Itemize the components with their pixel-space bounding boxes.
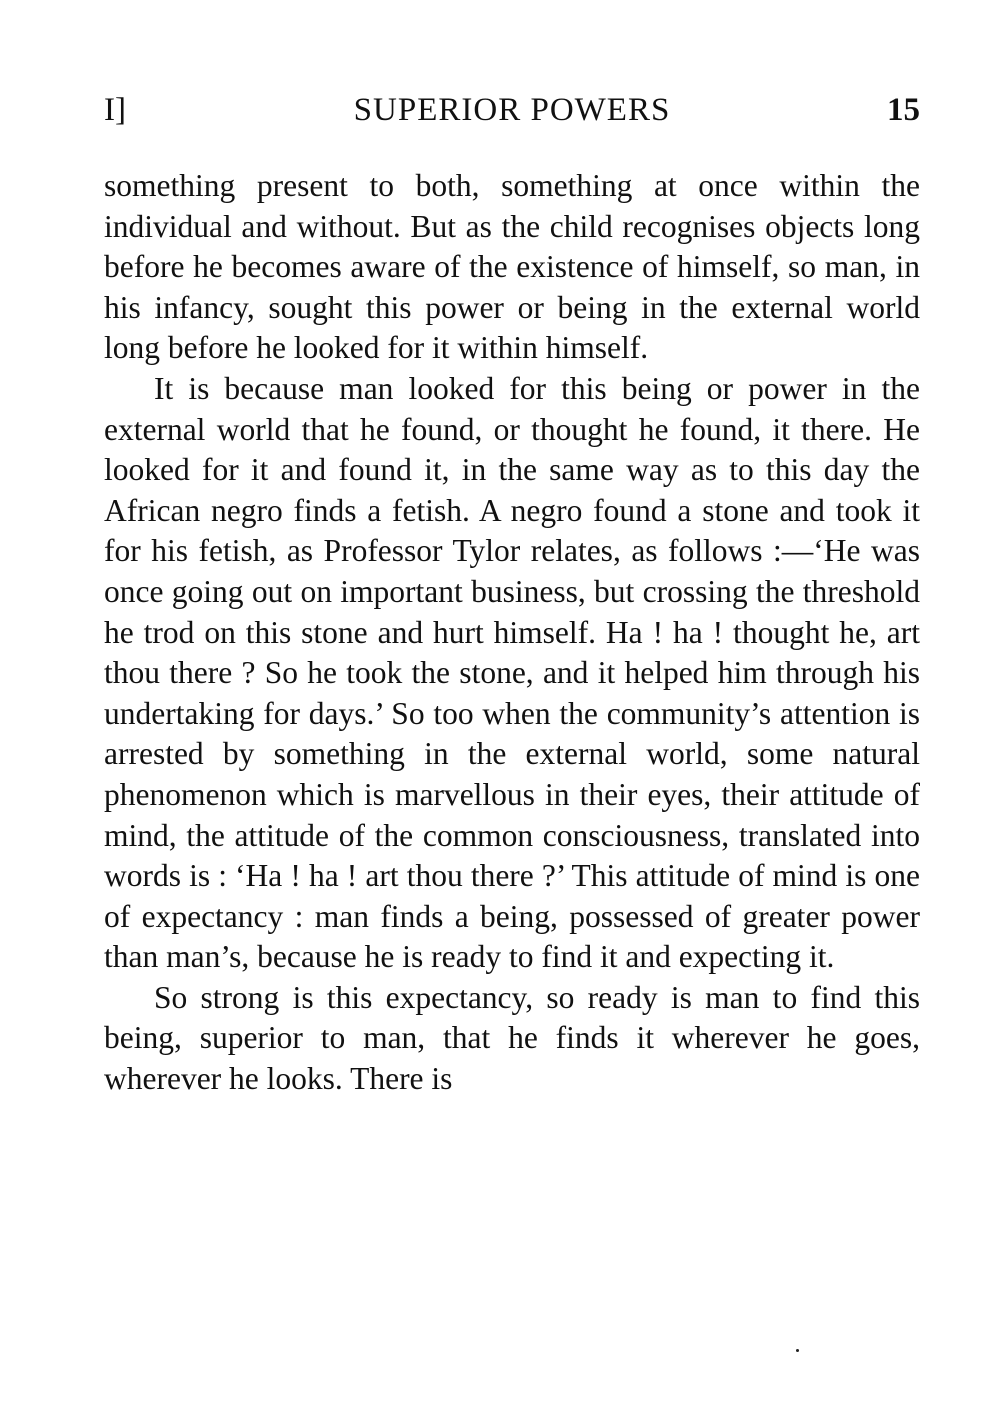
paragraph-1: something present to both, something at once within the individual and without. But as the child recognises objects long before he becomes aware of the existence of himself, so man, in his infancy, sought this power or being in the external world long before he looked for it within himself. bbox=[104, 168, 920, 366]
ink-speck bbox=[796, 1349, 799, 1352]
body-text bbox=[104, 166, 920, 1100]
paragraph-2: It is because man looked for this being or power in the external world that he found, or thought he found, it there. He looked for it and found it, in the same way as to this day the African negro finds a fetish. A negro found a stone and took it for his fetish, as Professor Tylor relates, as follows :—‘He was once going out on important business, but crossing the threshold he trod on this stone and hurt himself. Ha ! ha ! thought he, art thou there ? So he took the stone, and it helped him through his undertaking for days.’ So too when the community’s attention is arrested by something in the external world, some natural phenomenon which is marvellous in their eyes, their attitude of mind, the attitude of the common consciousness, translated into words is : ‘Ha ! ha ! art thou there ?’ This attitude of mind is one of expectancy : man finds a being, possessed of greater power than man’s, because he is ready to find it and expecting it. bbox=[104, 370, 920, 975]
page-title: SUPERIOR POWERS bbox=[353, 92, 671, 128]
running-head bbox=[104, 88, 920, 132]
page-number: 15 bbox=[887, 92, 920, 128]
chapter-number: I] bbox=[104, 92, 126, 128]
paragraph-3: So strong is this expectancy, so ready is man to find this being, superior to man, that he finds it wherever he goes, wherever he looks. There is bbox=[104, 979, 920, 1097]
